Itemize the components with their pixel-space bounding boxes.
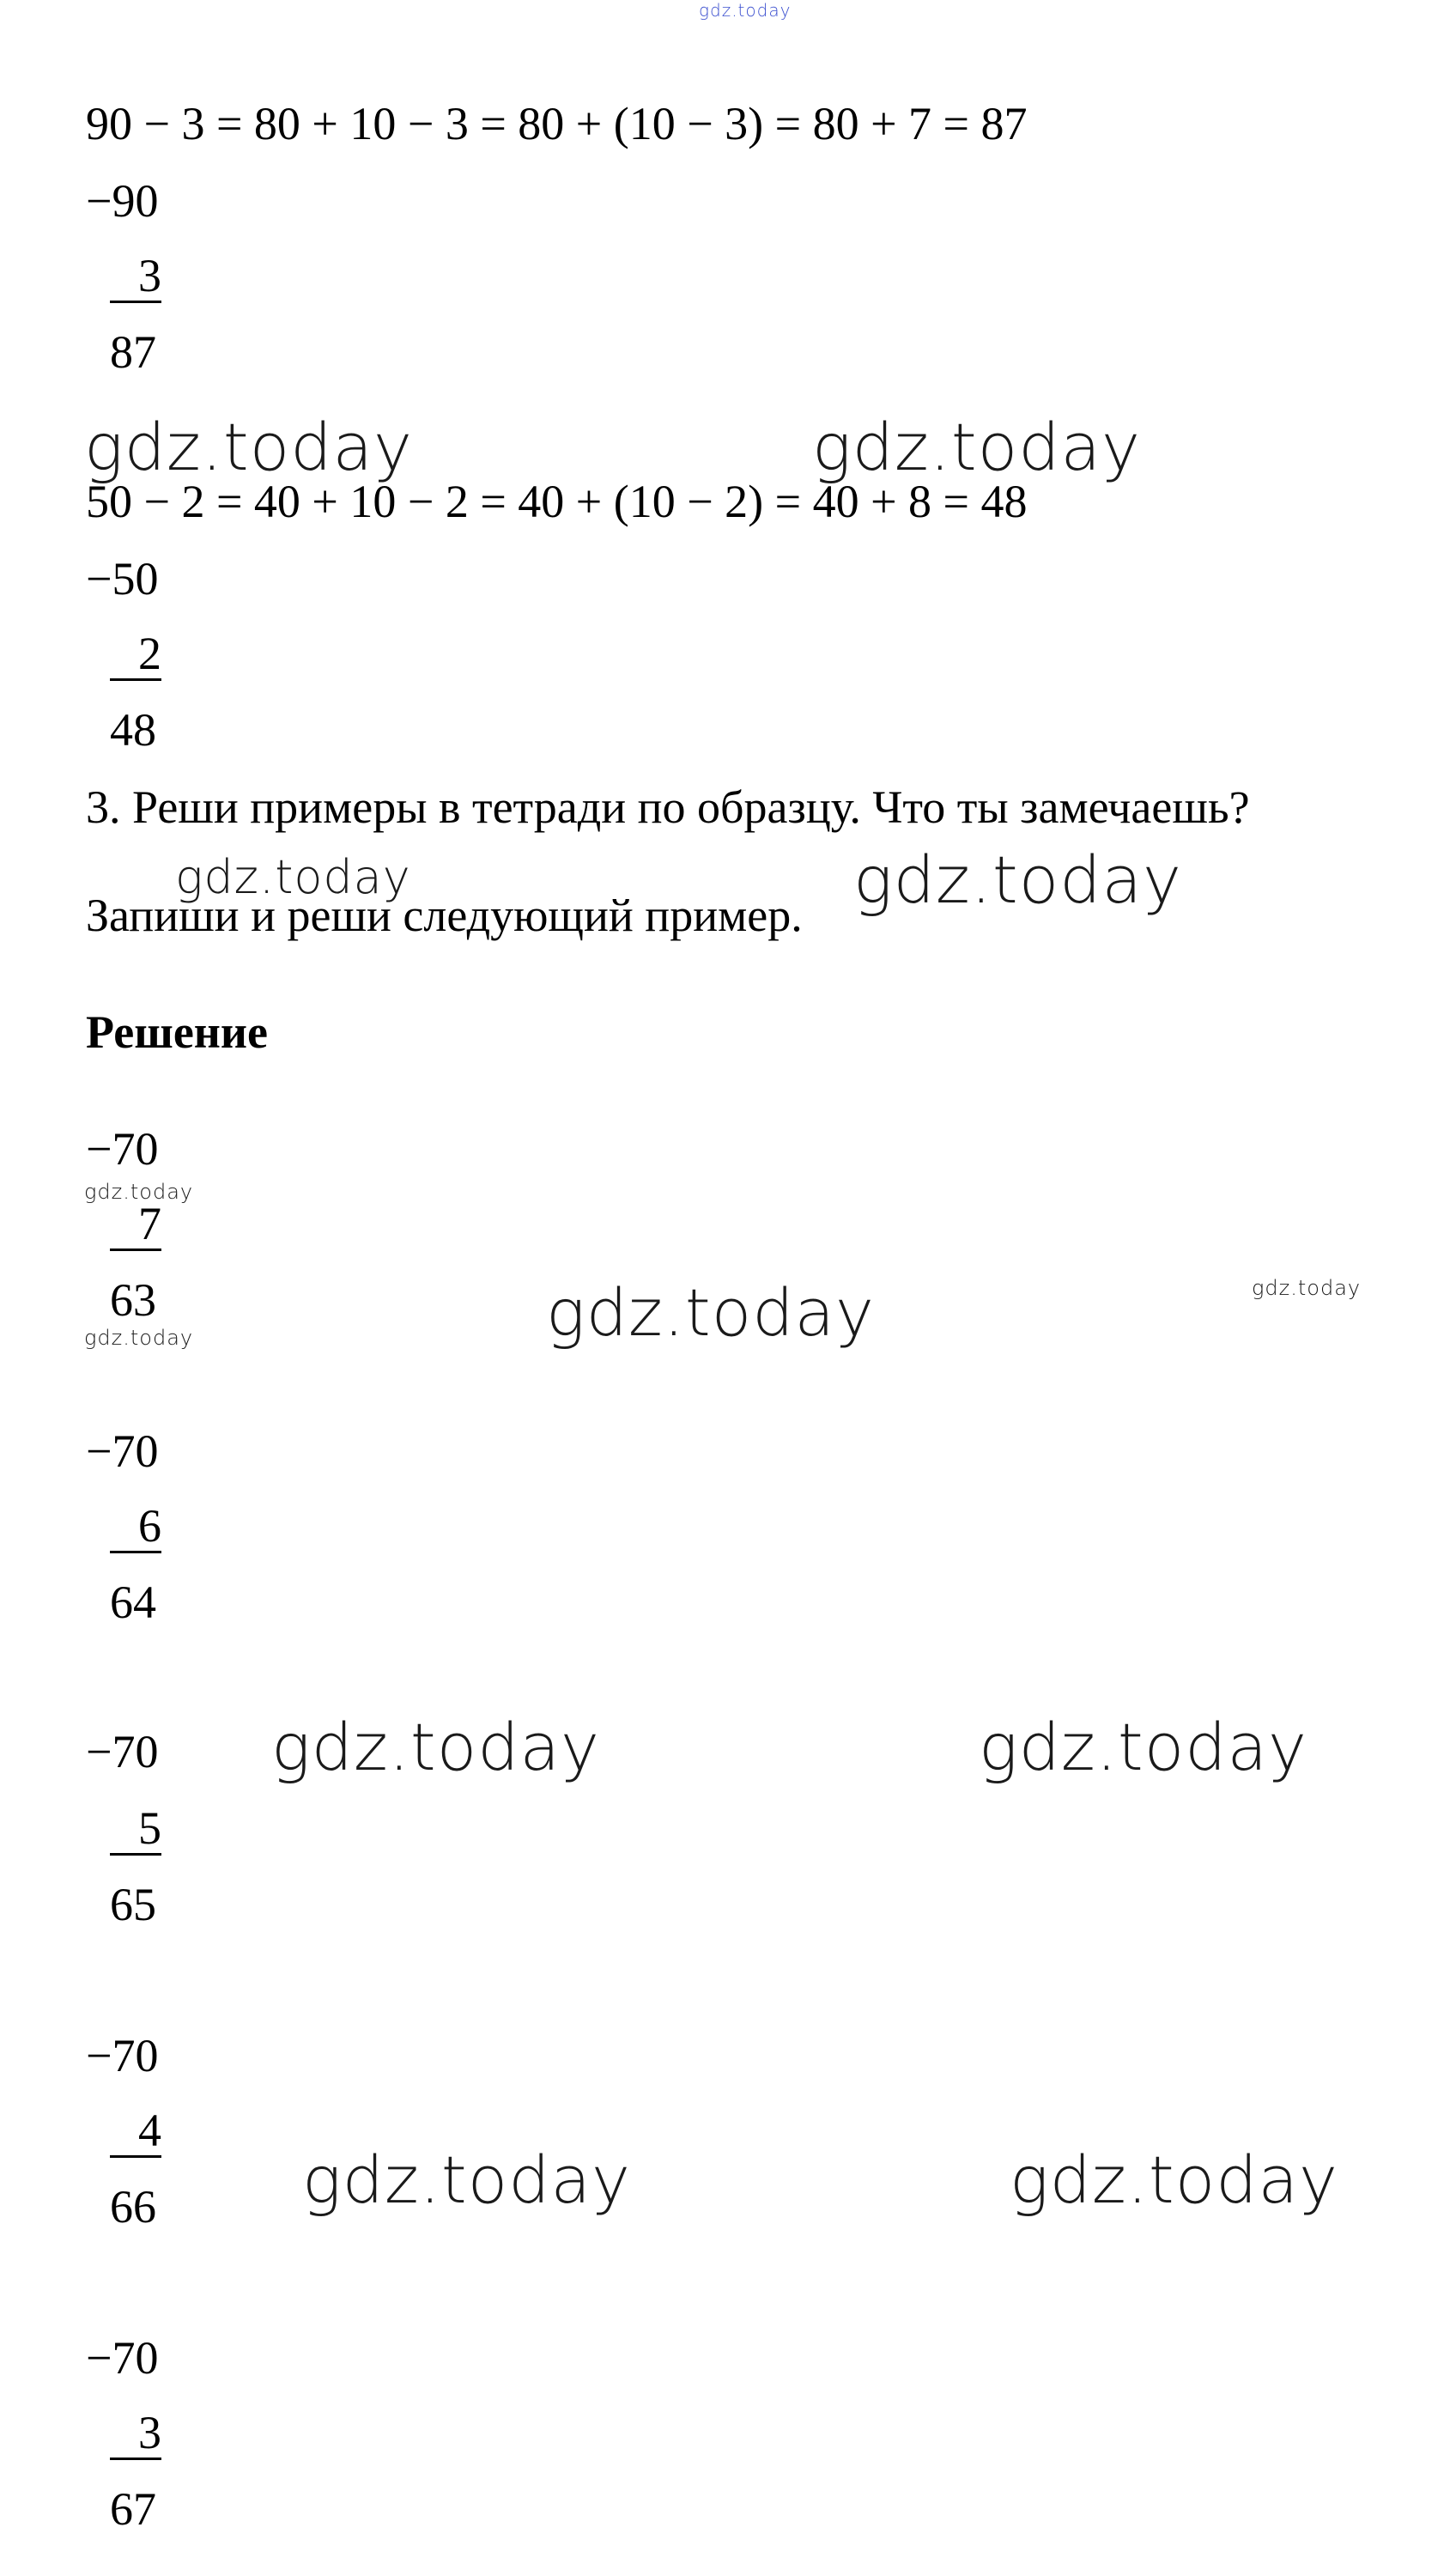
solution-3-result: 65: [110, 1879, 156, 1930]
example-1-equation: 90 − 3 = 80 + 10 − 3 = 80 + (10 − 3) = 80 + 7 = 87: [86, 98, 1028, 149]
watermark: gdz.today: [84, 409, 413, 485]
example-2-result: 48: [110, 704, 156, 756]
solution-3-subtrahend: 5: [110, 1803, 161, 1856]
solution-3-minuend: −70: [86, 1726, 159, 1777]
solution-1-minuend: −70: [86, 1123, 159, 1175]
watermark: gdz.today: [302, 2142, 631, 2218]
example-2-minuend: −50: [86, 553, 159, 605]
solution-2-minuend: −70: [86, 1425, 159, 1477]
watermark: gdz.today: [271, 1709, 600, 1785]
watermark: gdz.today: [1010, 2142, 1338, 2218]
solution-2-result: 64: [110, 1577, 156, 1628]
example-1-result: 87: [110, 326, 156, 378]
solution-4-subtrahend: 4: [110, 2105, 161, 2158]
watermark: gdz.today: [175, 850, 411, 904]
task-line-2: Запиши и реши следующий пример.: [86, 890, 803, 941]
watermark: gdz.today: [812, 409, 1141, 485]
solution-2-subtrahend: 6: [110, 1501, 161, 1553]
solution-4-minuend: −70: [86, 2030, 159, 2081]
watermark: gdz.today: [546, 1274, 875, 1351]
solution-5-minuend: −70: [86, 2332, 159, 2384]
watermark: gdz.today: [1252, 1276, 1362, 1300]
watermark: gdz.today: [979, 1709, 1307, 1785]
task-line-1: 3. Реши примеры в тетради по образцу. Что ты замечаешь?: [86, 781, 1250, 833]
example-1-subtrahend: 3: [110, 251, 161, 303]
solution-1-subtrahend: 7: [110, 1199, 161, 1251]
solution-4-result: 66: [110, 2181, 156, 2233]
watermark-top: gdz.today: [699, 0, 792, 21]
example-2-equation: 50 − 2 = 40 + 10 − 2 = 40 + (10 − 2) = 40 + 8 = 48: [86, 476, 1028, 527]
solution-heading: Решение: [86, 1006, 268, 1058]
watermark: gdz.today: [84, 1180, 194, 1204]
solution-5-result: 67: [110, 2483, 156, 2535]
solution-5-subtrahend: 3: [110, 2408, 161, 2460]
watermark: gdz.today: [853, 841, 1182, 918]
solution-1-result: 63: [110, 1274, 156, 1326]
example-1-minuend: −90: [86, 175, 159, 227]
example-2-subtrahend: 2: [110, 629, 161, 681]
watermark: gdz.today: [84, 1326, 194, 1350]
